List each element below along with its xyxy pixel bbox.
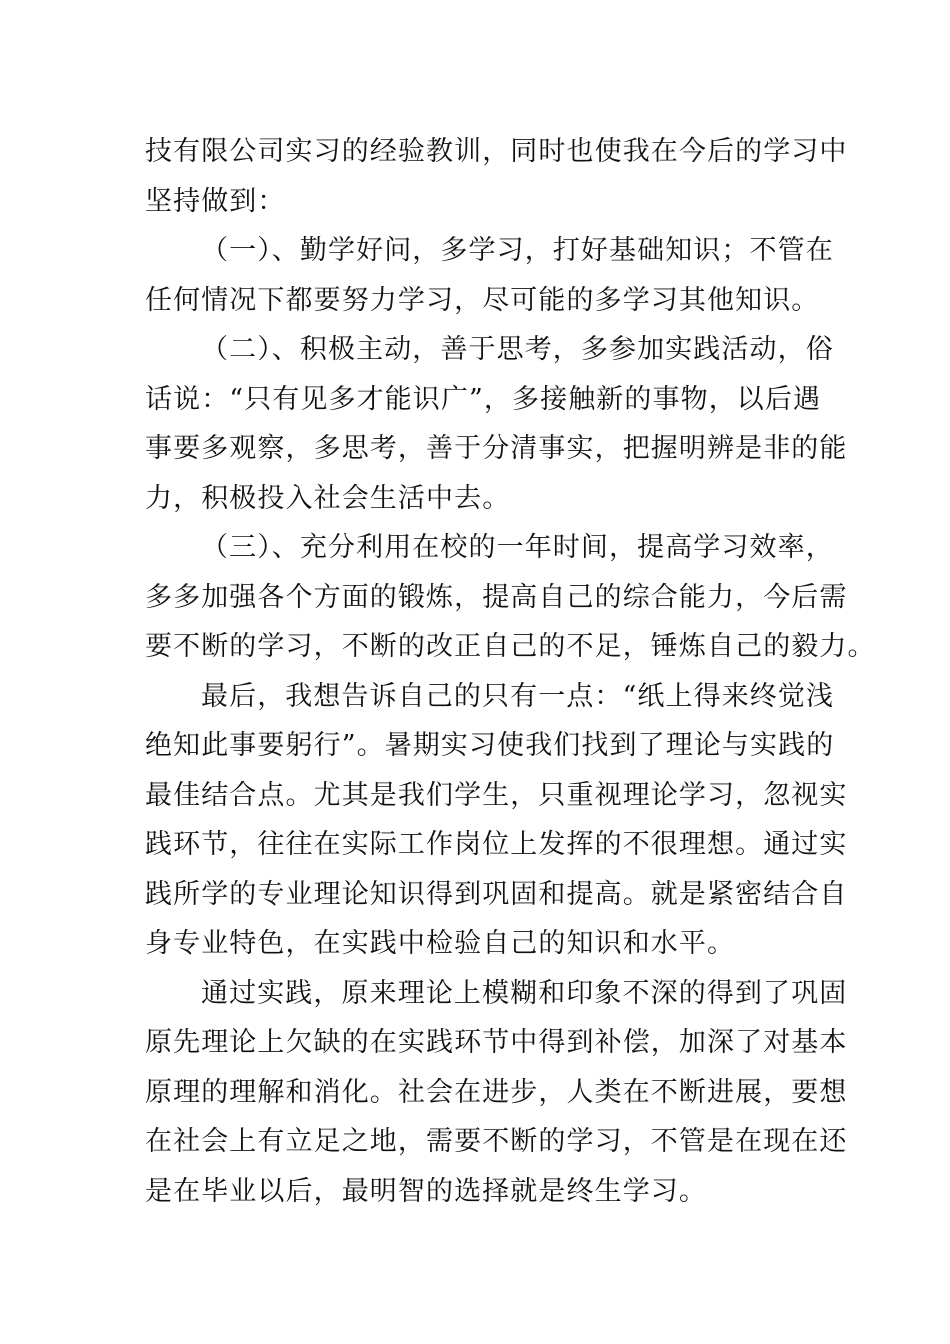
- document-body: [145, 127, 876, 1216]
- text-line: （一）、勤学好问，多学习，打好基础知识；不管在: [201, 235, 834, 266]
- text-line: 要不断的学习，不断的改正自己的不足，锤炼自己的毅力。: [145, 631, 876, 662]
- text-line: 话说：“只有见多才能识广”，多接触新的事物，以后遇: [145, 383, 822, 415]
- text-line: 技有限公司实习的经验教训，同时也使我在今后的学习中: [145, 136, 848, 167]
- text-line: 事要多观察，多思考，善于分清事实，把握明辨是非的能: [145, 433, 848, 464]
- paragraph: [145, 672, 848, 969]
- paragraph: [145, 969, 848, 1217]
- paragraph: [145, 127, 848, 226]
- text-line: 践环节，往往在实际工作岗位上发挥的不很理想。通过实: [145, 829, 848, 860]
- text-line: 最后，我想告诉自己的只有一点：“纸上得来终觉浅: [201, 680, 835, 712]
- paragraph: [145, 523, 876, 672]
- text-line: （三）、充分利用在校的一年时间，提高学习效率，: [201, 532, 834, 563]
- text-line: 原理的理解和消化。社会在进步，人类在不断进展，要想: [145, 1076, 848, 1108]
- text-line: 身专业特色，在实践中检验自己的知识和水平。: [145, 928, 736, 959]
- text-line: 坚持做到：: [145, 185, 286, 217]
- text-line: 最佳结合点。尤其是我们学生，只重视理论学习，忽视实: [145, 779, 848, 811]
- text-line: 力，积极投入社会生活中去。: [145, 482, 511, 514]
- text-line: 原先理论上欠缺的在实践环节中得到补偿，加深了对基本: [145, 1027, 848, 1058]
- text-line: 是在毕业以后，最明智的选择就是终生学习。: [145, 1175, 707, 1207]
- text-line: 通过实践，原来理论上模糊和印象不深的得到了巩固: [201, 977, 848, 1009]
- text-line: 任何情况下都要努力学习，尽可能的多学习其他知识。: [145, 284, 820, 316]
- paragraph: [145, 325, 848, 523]
- text-line: 在社会上有立足之地，需要不断的学习，不管是在现在还: [145, 1126, 848, 1157]
- text-line: 绝知此事要躬行”。暑期实习使我们找到了理论与实践的: [145, 730, 835, 761]
- text-line: 多多加强各个方面的锻炼，提高自己的综合能力，今后需: [145, 581, 848, 613]
- text-line: （二）、积极主动，善于思考，多参加实践活动，俗: [201, 334, 834, 365]
- paragraph: [145, 226, 834, 325]
- text-line: 践所学的专业理论知识得到巩固和提高。就是紧密结合自: [145, 878, 848, 910]
